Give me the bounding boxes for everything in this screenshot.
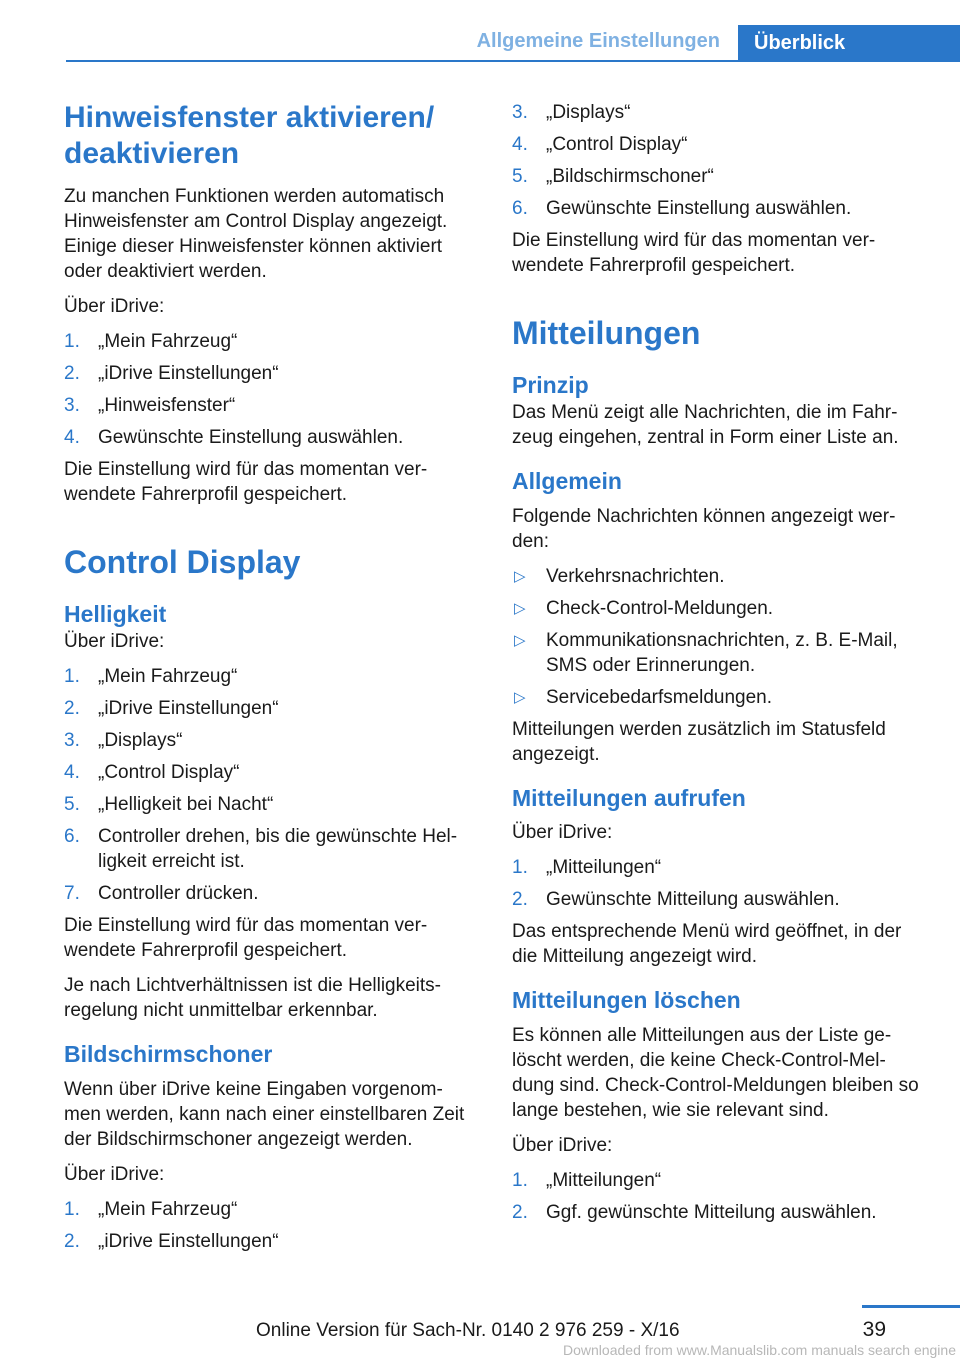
- section-title: Allgemeine Einstellungen: [476, 30, 720, 52]
- online-version: Online Version für Sach-Nr. 0140 2 976 259 - X/16: [256, 1320, 680, 1341]
- via-idrive: Über iDrive:: [512, 1134, 613, 1156]
- list-item: ▷ Servicebedarfsmeldungen.: [514, 686, 773, 708]
- heading-allgemein: Allgemein: [512, 467, 622, 494]
- list-item: 7. Controller drücken.: [64, 882, 259, 904]
- list-item: 4. „Control Display“: [512, 134, 688, 155]
- list-item: 1. „Mein Fahrzeug“: [64, 665, 238, 687]
- page-number: 39: [862, 1318, 886, 1341]
- steps-list: [512, 1168, 927, 1225]
- note: Je nach Lichtverhältnissen ist die Helligkeits‐regelung nicht unmittelbar erkennbar.: [64, 974, 442, 1021]
- heading-bildschirmschoner: Bildschirmschoner: [64, 1040, 273, 1067]
- list-item: 5. „Bildschirmschoner“: [512, 166, 714, 187]
- list-item: 2. „iDrive Einstellungen“: [64, 1230, 279, 1252]
- note: Die Einstellung wird für das momentan ver‐wendete Fahrerprofil gespeichert.: [64, 914, 428, 961]
- paragraph: Das Menü zeigt alle Nachrichten, die im Fahr‐zeug eingehen, zentral in Form einer Liste an.: [512, 401, 899, 448]
- heading-mitteilungen: Mitteilungen: [512, 315, 701, 351]
- note: Die Einstellung wird für das momentan ver‐wendete Fahrerprofil gespeichert.: [512, 230, 876, 276]
- list-item: 2. Gewünschte Mitteilung auswählen.: [512, 889, 840, 911]
- list-item: 1. „Mitteilungen“: [512, 1169, 662, 1191]
- steps-list-continued: [512, 100, 927, 221]
- list-item: 2. „iDrive Einstellungen“: [64, 363, 279, 384]
- via-idrive: Über iDrive:: [512, 822, 613, 844]
- paragraph: Es können alle Mitteilungen aus der Liste ge‐löscht werden, die keine Check-Control-Mel‐dung sind. Check-Control-Meldungen bleiben so lange bestehen, wie sie relevant sind.: [512, 1024, 919, 1121]
- list-item: 1. „Mitteilungen“: [512, 857, 662, 879]
- list-item: 3. „Hinweisfenster“: [64, 395, 236, 416]
- list-item: 1. „Mein Fahrzeug“: [64, 1198, 238, 1220]
- list-item: ▷ Verkehrsnachrichten.: [514, 565, 725, 587]
- heading-helligkeit: Helligkeit: [64, 601, 167, 628]
- watermark: Downloaded from www.Manualslib.com manuals search engine: [563, 1342, 956, 1358]
- via-idrive: Über iDrive:: [64, 296, 165, 317]
- paragraph: Das entsprechende Menü wird geöffnet, in der die Mitteilung angezeigt wird.: [512, 921, 902, 968]
- paragraph: Folgende Nachrichten können angezeigt wer‐den:: [512, 505, 896, 552]
- heading-mitteilungen-aufrufen: Mitteilungen aufrufen: [512, 784, 746, 811]
- list-item: 4. Gewünschte Einstellung auswählen.: [64, 427, 404, 448]
- list-item: 2. „iDrive Einstellungen“: [64, 697, 279, 719]
- heading-prinzip: Prinzip: [512, 372, 589, 399]
- list-item: 3. „Displays“: [64, 729, 183, 751]
- triangle-bullet-icon: ▷: [514, 599, 526, 617]
- paragraph: Wenn über iDrive keine Eingaben vorgenom‐men werden, kann nach einer einstellbaren Zeit der Bildschirmschoner angezeigt werden.: [64, 1078, 465, 1150]
- heading-hinweisfenster: Hinweisfenster aktivieren/ deaktivieren: [64, 101, 435, 170]
- list-item: 2. Ggf. gewünschte Mitteilung auswählen.: [512, 1201, 877, 1223]
- list-item: ▷ Check-Control-Meldungen.: [514, 597, 774, 619]
- footer-rule: [862, 1305, 960, 1308]
- via-idrive: Über iDrive:: [64, 1163, 165, 1185]
- steps-list: [512, 855, 927, 912]
- steps-list: [64, 1197, 479, 1254]
- triangle-bullet-icon: ▷: [514, 688, 526, 706]
- list-item: 4. „Control Display“: [64, 761, 240, 783]
- paragraph: Mitteilungen werden zusätzlich im Statusfeld angezeigt.: [512, 718, 886, 765]
- paragraph: Zu manchen Funktionen werden automatisch Hinweisfenster am Control Display angezeigt. Einige dieser Hinweisfenster können aktiviert oder deaktiviert werden.: [64, 186, 448, 282]
- header-rule: [66, 60, 960, 62]
- triangle-bullet-icon: ▷: [514, 567, 526, 585]
- chapter-tab: Überblick: [738, 25, 960, 62]
- list-item: ▷ Kommunikationsnachrichten, z. B. E-Mail, SMS oder Erinnerungen.: [514, 629, 898, 676]
- list-item: 3. „Displays“: [512, 102, 631, 123]
- right-column: [512, 100, 927, 1232]
- left-column: [64, 100, 479, 1261]
- list-item: 5. „Helligkeit bei Nacht“: [64, 793, 274, 815]
- list-item: 6. Controller drehen, bis die gewünschte Hel‐ligkeit erreicht ist.: [64, 825, 458, 872]
- steps-list: [64, 329, 479, 450]
- heading-control-display: Control Display: [64, 544, 301, 580]
- list-item: 6. Gewünschte Einstellung auswählen.: [512, 198, 852, 219]
- triangle-bullet-icon: ▷: [514, 631, 526, 649]
- page-header: [0, 0, 960, 62]
- note: Die Einstellung wird für das momentan ver‐wendete Fahrerprofil gespeichert.: [64, 459, 428, 505]
- steps-list: [64, 664, 479, 906]
- via-idrive: Über iDrive:: [64, 630, 165, 652]
- bullet-list: [512, 564, 927, 710]
- heading-mitteilungen-loeschen: Mitteilungen löschen: [512, 987, 741, 1014]
- list-item: 1. „Mein Fahrzeug“: [64, 331, 238, 352]
